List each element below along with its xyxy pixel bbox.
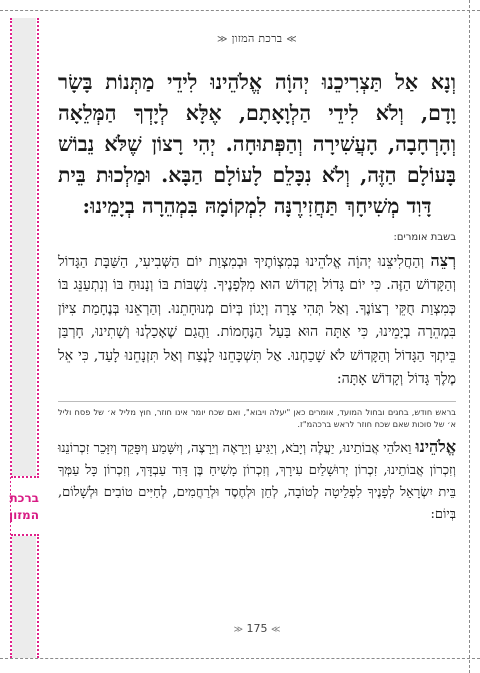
yaaleh-paragraph [58, 436, 456, 525]
yaaleh-text: וֵאלֹהֵי אֲבוֹתֵינוּ, יַעֲלֶה וְיָבֹא, וְיַגִּיעַ וְיֵרָאֶה וְיֵרָצֶה, וְיִשָּׁמַע וְיִפָּקֵד וְיִזָּכֵר זִכְרוֹנֵנוּ וְזִכְרוֹן אֲבוֹתֵינוּ, זִכְרוֹן יְרוּשָׁלַיִם עִירָךְ, וְזִכְרוֹן מָשִׁיחַ בֶּן דָּוִד עַבְדָּךְ, וְזִכְרוֹן כָּל עַמְּךָ בֵּית יִשְׂרָאֵל לְפָנֶיךָ לִפְלֵיטָה לְטוֹבָה, לְחֵן וּלְחֶסֶד וּלְרַחֲמִים, לְחַיִּים טוֹבִים וּלְשָׁלוֹם, בְּיוֹם: [58, 441, 456, 522]
page-number: 175 [246, 622, 268, 635]
shabbat-instruction: בשבת אומרים: [393, 232, 456, 243]
yaaleh-lead-word: אֱלֹהֵינוּ [415, 437, 456, 457]
header-ornament-right: ≫ [286, 34, 297, 45]
retzeh-lead-word: רְצֵה [430, 251, 456, 270]
side-dotted-border-right [37, 18, 39, 658]
bottom-cut-line [0, 658, 480, 659]
section-divider [58, 401, 456, 402]
section-tab [11, 476, 39, 536]
section-tab-line2: המזון [9, 508, 39, 522]
top-cut-line [0, 10, 480, 11]
side-dotted-border-left [10, 18, 12, 658]
page-body [58, 22, 456, 652]
header-ornament-left: ≪ [217, 34, 228, 45]
footer-ornament-right: ≪ [271, 625, 281, 635]
side-margin-strip [12, 18, 36, 658]
running-header [58, 32, 456, 45]
yaaleh-instruction: בראש חודש, בחגים ובחול המועד, אומרים כאן "יעלה ויבוא", ואם שכח יומר אינו חוזר, חוץ מליל א׳ של פסח וליל א׳ של סוכות שאם שכח חוזר לראש ברכהמ"ז. [58, 407, 456, 430]
right-cut-line [469, 0, 470, 673]
page-footer [58, 622, 456, 635]
section-tab-line1: ברכת [9, 491, 39, 505]
footer-ornament-left: ≫ [233, 625, 243, 635]
header-title: ברכת המזון [231, 32, 283, 45]
main-paragraph: וְנָא אַל תַּצְרִיכֵנוּ יְהוָֹה אֱלֹהֵינוּ לִידֵי מַתְּנוֹת בָּשָׂר וָדָם, וְלֹא לִידֵי הַלְוָאָתָם, אֶלָּא לְיָדְךָ הַמְּלֵאָה וְהָרְחָבָה, הָעֲשִׁירָה וְהַפְּתוּחָה. יְהִי רָצוֹן שֶׁלֹּא נֵבוֹשׁ בָּעוֹלָם הַזֶּה, וְלֹא נִכָּלֵם לָעוֹלָם הַבָּא. וּמַלְכוּת בֵּית דָּוִד מְשִׁיחָךְ תַּחֲזִירֶנָּה לִמְקוֹמָהּ בִּמְהֵרָה בְיָמֵינוּ: [58, 70, 456, 218]
retzeh-text: וְהַחֲלִיצֵנוּ יְהוָֹה אֱלֹהֵינוּ בְּמִצְוֹתֶיךָ וּבְמִצְוַת יוֹם הַשְּׁבִיעִי, הַשַּׁבָּת הַגָּדוֹל וְהַקָּדוֹשׁ הַזֶּה. כִּי יוֹם גָּדוֹל וְקָדוֹשׁ הוּא מִלְּפָנֶיךָ. נִשְׁבּוֹת בּוֹ וְנָנוּחַ בּוֹ וְנִתְעַנֵּג בּוֹ כְּמִצְוַת חֻקֵּי רְצוֹנֶךָ. וְאַל תְּהִי צָרָה וְיָגוֹן בְּיוֹם מְנוּחָתֵנוּ. וְהַרְאֵנוּ בְּנֶחָמַת צִיּוֹן בִּמְהֵרָה בְיָמֵינוּ, כִּי אַתָּה הוּא בַּעַל הַנֶּחָמוֹת. וַהֲגַם שֶׁאָכַלְנוּ וְשָׁתִינוּ, חָרְבַּן בֵּיתְךָ הַגָּדוֹל וְהַקָּדוֹשׁ לֹא שָׁכַחְנוּ. אַל תִּשְׁכָּחֵנוּ לָנֶצַח וְאַל תִּזְנָחֵנוּ לָעַד, כִּי אֵל מֶלֶךְ גָּדוֹל וְקָדוֹשׁ אָתָּה: [58, 254, 456, 388]
retzeh-paragraph [58, 249, 456, 391]
